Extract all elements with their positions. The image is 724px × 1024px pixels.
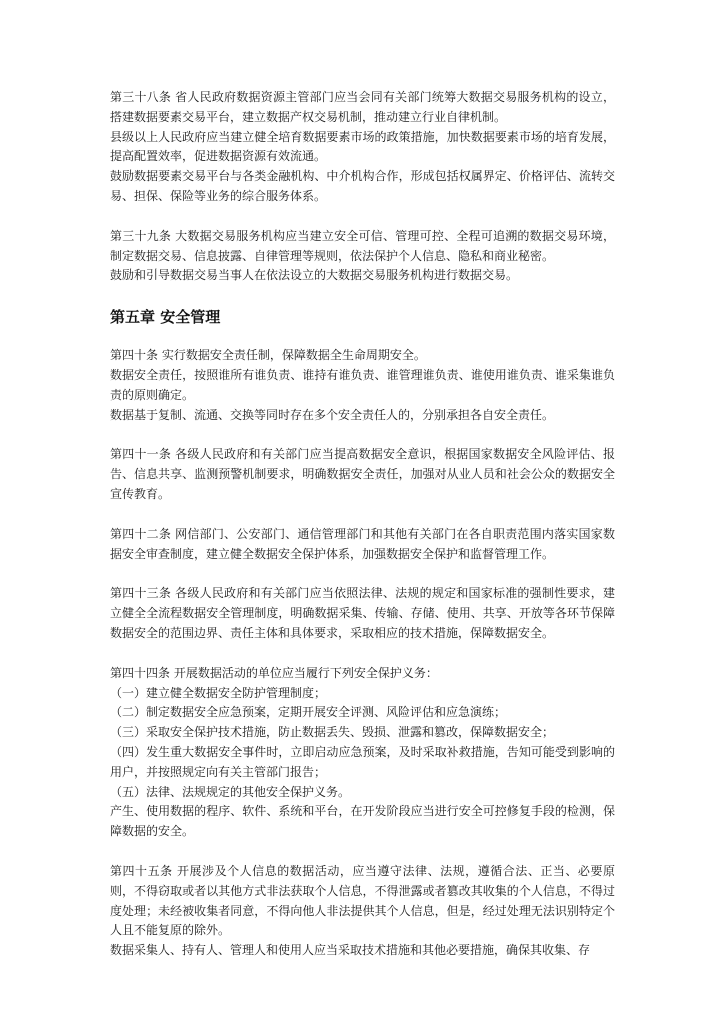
chapter-5-title: 第五章 安全管理 (110, 308, 221, 327)
article-40-paragraph-3: 数据基于复制、流通、交换等同时存在多个安全责任人的，分别承担各自安全责任。 (110, 407, 555, 422)
article-41-paragraph-1: 第四十一条 各级人民政府和有关部门应当提高数据安全意识，根据国家数据安全风险评估、报告、信息共享、监测预警机制要求，明确数据安全责任，加强对从业人员和社会公众的数据安全宣传教育。 (110, 447, 615, 501)
article-44-item-3: （三）采取安全保护技术措施，防止数据丢失、毁损、泄露和篡改，保障数据安全； (110, 725, 555, 740)
paragraph-gap (110, 425, 615, 445)
article-43-paragraph-1: 第四十三条 各级人民政府和有关部门应当依照法律、法规的规定和国家标准的强制性要求，建立健全全流程数据安全管理制度，明确数据采集、传输、存储、使用、共享、开放等各环节保障数据安全的范围边界、责任主体和具体要求，采取相应的技术措施，保障数据安全。 (110, 586, 615, 640)
paragraph-gap (110, 842, 615, 862)
article-44-item-2: （二）制定数据安全应急预案，定期开展安全评测、风险评估和应急演练； (110, 705, 507, 720)
article-42-paragraph-1: 第四十二条 网信部门、公安部门、通信管理部门和其他有关部门在各自职责范围内落实国家数据安全审查制度，建立健全数据安全保护体系，加强数据安全保护和监督管理工作。 (110, 526, 615, 561)
article-44-paragraph-1: 第四十四条 开展数据活动的单位应当履行下列安全保护义务： (110, 665, 438, 680)
article-44-item-1: （一）建立健全数据安全防护管理制度； (110, 685, 327, 700)
article-45-paragraph-2: 数据采集人、持有人、管理人和使用人应当采取技术措施和其他必要措施，确保其收集、存 (110, 943, 591, 958)
article-45-paragraph-1: 第四十五条 开展涉及个人信息的数据活动，应当遵守法律、法规，遵循合法、正当、必要原则，不得窃取或者以其他方式非法获取个人信息，不得泄露或者篡改其收集的个人信息，不得过度处理；未经被收集者同意，不得向他人非法提供其个人信息，但是，经过处理无法识别特定个人且不能复原的除外。 (110, 863, 615, 938)
paragraph-gap (110, 505, 615, 525)
article-40-paragraph-2: 数据安全责任，按照谁所有谁负责、谁持有谁负责、谁管理谁负责、谁使用谁负责、谁采集谁负责的原则确定。 (110, 367, 615, 402)
article-44-paragraph-2: 产生、使用数据的程序、软件、系统和平台，在开发阶段应当进行安全可控修复手段的检测，保障数据的安全。 (110, 804, 615, 839)
paragraph-gap (110, 328, 615, 346)
article-39-paragraph-2: 鼓励和引导数据交易当事人在依法设立的大数据交易服务机构进行数据交易。 (110, 268, 519, 283)
paragraph-gap (110, 207, 615, 227)
article-44-item-4: （四）发生重大数据安全事件时，立即启动应急预案，及时采取补救措施，告知可能受到影响的用户，并按照规定向有关主管部门报告； (110, 744, 615, 779)
article-44-item-5: （五）法律、法规规定的其他安全保护义务。 (110, 784, 351, 799)
article-40-paragraph-1: 第四十条 实行数据安全责任制，保障数据全生命周期安全。 (110, 348, 426, 363)
paragraph-gap (110, 644, 615, 664)
article-38-paragraph-3: 鼓励数据要素交易平台与各类金融机构、中介机构合作，形成包括权属界定、价格评估、流转交易、担保、保险等业务的综合服务体系。 (110, 169, 615, 203)
article-38-paragraph-2: 县级以上人民政府应当建立健全培育数据要素市场的政策措施，加快数据要素市场的培育发展，提高配置效率，促进数据资源有效流通。 (110, 129, 615, 164)
article-39-paragraph-1: 第三十九条 大数据交易服务机构应当建立安全可信、管理可控、全程可追溯的数据交易环境，制定数据交易、信息披露、自律管理等规则，依法保护个人信息、隐私和商业秘密。 (110, 228, 615, 263)
paragraph-gap (110, 564, 615, 584)
article-38-paragraph-1: 第三十八条 省人民政府数据资源主管部门应当会同有关部门统筹大数据交易服务机构的设立，搭建数据要素交易平台，建立数据产权交易机制，推动建立行业自律机制。 (110, 90, 615, 124)
document-body (110, 88, 615, 961)
paragraph-gap (110, 286, 615, 306)
